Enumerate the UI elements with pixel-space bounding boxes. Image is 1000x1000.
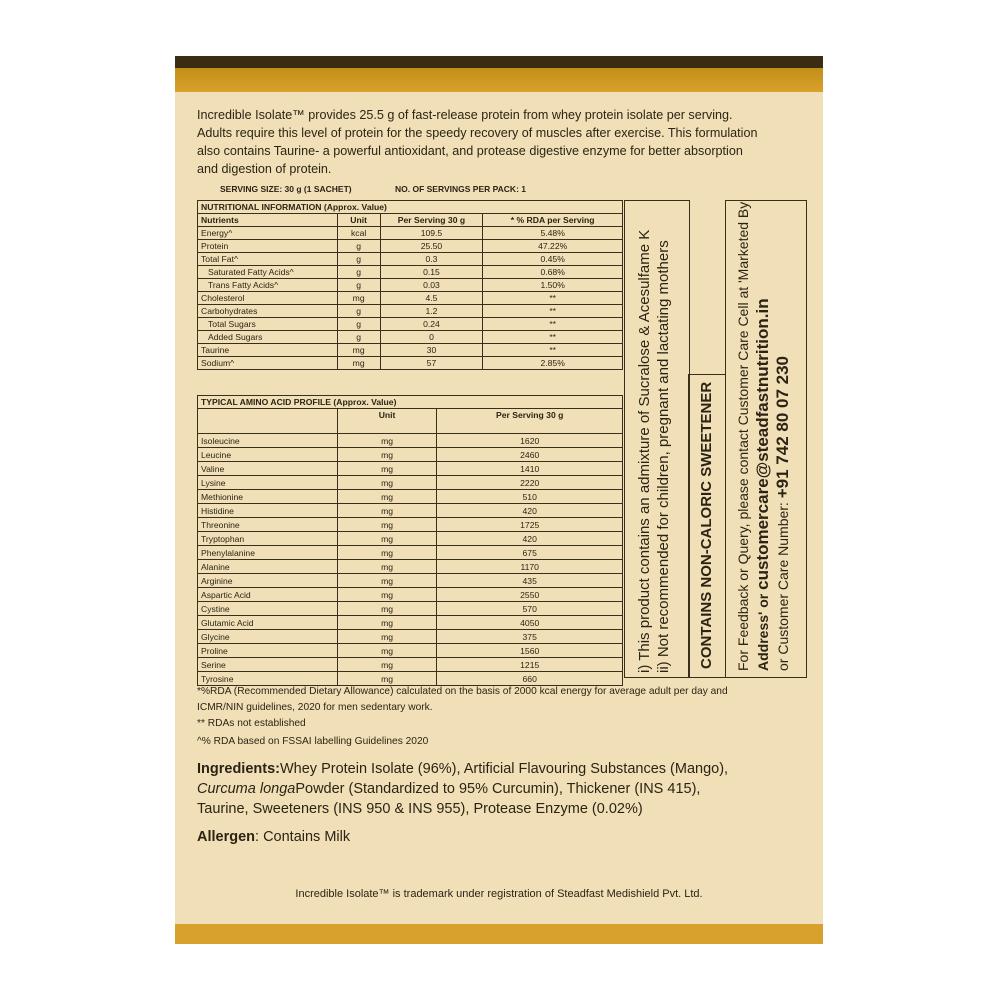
table-cell: g bbox=[337, 279, 380, 292]
table-cell: g bbox=[337, 305, 380, 318]
table-cell: 1.2 bbox=[380, 305, 483, 318]
table-cell: 0.3 bbox=[380, 253, 483, 266]
table-cell: Serine bbox=[198, 658, 338, 672]
nutrition-title: NUTRITIONAL INFORMATION (Approx. Value) bbox=[198, 201, 623, 214]
col-header: * % RDA per Serving bbox=[483, 214, 623, 227]
table-cell: 2460 bbox=[437, 448, 623, 462]
table-cell: 1725 bbox=[437, 518, 623, 532]
table-cell: 1.50% bbox=[483, 279, 623, 292]
table-cell: ** bbox=[483, 292, 623, 305]
table-row bbox=[198, 630, 623, 644]
table-cell: 0.45% bbox=[483, 253, 623, 266]
table-cell: 375 bbox=[437, 630, 623, 644]
col-header: Unit bbox=[337, 214, 380, 227]
table-cell: Arginine bbox=[198, 574, 338, 588]
table-cell: 47.22% bbox=[483, 240, 623, 253]
sweetener-box bbox=[688, 374, 726, 678]
table-cell: 109.5 bbox=[380, 227, 483, 240]
table-cell: Sodium^ bbox=[198, 357, 338, 370]
contact-line bbox=[753, 207, 773, 671]
nutrition-table bbox=[197, 200, 623, 370]
table-cell: 0.03 bbox=[380, 279, 483, 292]
table-cell: Lysine bbox=[198, 476, 338, 490]
warning-line: i) This product contains an admixture of Sucralose & Acesulfame K bbox=[636, 229, 653, 673]
table-cell: mg bbox=[337, 292, 380, 305]
table-cell: mg bbox=[337, 644, 437, 658]
table-cell: 1620 bbox=[437, 434, 623, 448]
table-row bbox=[198, 546, 623, 560]
contact-box bbox=[725, 200, 807, 678]
table-cell: ** bbox=[483, 318, 623, 331]
table-cell: g bbox=[337, 318, 380, 331]
table-cell: mg bbox=[337, 476, 437, 490]
table-row bbox=[198, 279, 623, 292]
table-cell: Leucine bbox=[198, 448, 338, 462]
table-cell: mg bbox=[337, 616, 437, 630]
table-cell: Phenylalanine bbox=[198, 546, 338, 560]
table-cell: mg bbox=[337, 490, 437, 504]
table-cell: Proline bbox=[198, 644, 338, 658]
table-cell: 30 bbox=[380, 344, 483, 357]
table-row bbox=[198, 658, 623, 672]
table-cell: 2220 bbox=[437, 476, 623, 490]
table-cell: 510 bbox=[437, 490, 623, 504]
contact-line bbox=[773, 207, 793, 671]
table-cell: Tyrosine bbox=[198, 672, 338, 686]
allergen bbox=[197, 829, 350, 845]
table-cell: 1170 bbox=[437, 560, 623, 574]
table-cell: Cystine bbox=[198, 602, 338, 616]
col-header: Per Serving 30 g bbox=[437, 409, 623, 434]
table-cell: Added Sugars bbox=[198, 331, 338, 344]
col-header bbox=[198, 409, 338, 434]
table-cell: Taurine bbox=[198, 344, 338, 357]
sweetener-text: CONTAINS NON-CALORIC SWEETENER bbox=[698, 381, 715, 669]
table-cell: Methionine bbox=[198, 490, 338, 504]
table-cell: Histidine bbox=[198, 504, 338, 518]
contact-address: Address' or bbox=[755, 589, 771, 671]
table-row bbox=[198, 253, 623, 266]
ingredients-text: Powder (Standardized to 95% Curcumin), Thickener (INS 415), bbox=[295, 781, 701, 797]
table-cell: mg bbox=[337, 560, 437, 574]
table-row bbox=[198, 560, 623, 574]
allergen-label: Allergen bbox=[197, 829, 256, 845]
table-cell: 0.24 bbox=[380, 318, 483, 331]
bottom-band bbox=[175, 924, 823, 944]
amino-title: TYPICAL AMINO ACID PROFILE (Approx. Value) bbox=[198, 396, 623, 409]
table-row bbox=[198, 602, 623, 616]
table-cell: 420 bbox=[437, 504, 623, 518]
table-row bbox=[198, 434, 623, 448]
nutrition-rows bbox=[198, 227, 623, 370]
table-cell: mg bbox=[337, 357, 380, 370]
table-cell: Total Fat^ bbox=[198, 253, 338, 266]
table-row bbox=[198, 266, 623, 279]
amino-table bbox=[197, 395, 623, 686]
table-cell: Protein bbox=[198, 240, 338, 253]
table-cell: mg bbox=[337, 574, 437, 588]
table-cell: ** bbox=[483, 331, 623, 344]
table-row bbox=[198, 504, 623, 518]
table-cell: mg bbox=[337, 630, 437, 644]
table-cell: g bbox=[337, 266, 380, 279]
table-cell: Glutamic Acid bbox=[198, 616, 338, 630]
table-cell: 2.85% bbox=[483, 357, 623, 370]
contact-text bbox=[734, 201, 793, 671]
table-cell: 570 bbox=[437, 602, 623, 616]
table-cell: mg bbox=[337, 588, 437, 602]
col-header: Nutrients bbox=[198, 214, 338, 227]
table-cell: ** bbox=[483, 305, 623, 318]
warning-line: ii) Not recommended for children, pregnant and lactating mothers bbox=[655, 240, 672, 673]
table-row bbox=[198, 518, 623, 532]
table-cell: Energy^ bbox=[198, 227, 338, 240]
col-header: Unit bbox=[337, 409, 437, 434]
rda-note bbox=[197, 684, 797, 716]
top-band bbox=[175, 56, 823, 92]
contact-number-label: or Customer Care Number: bbox=[775, 498, 791, 671]
table-cell: Tryptophan bbox=[198, 532, 338, 546]
ingredients-italic: Curcuma longa bbox=[197, 781, 296, 797]
table-cell: mg bbox=[337, 448, 437, 462]
rda-line: ICMR/NIN guidelines, 2020 for men sedentary work. bbox=[197, 702, 433, 713]
table-cell: 25.50 bbox=[380, 240, 483, 253]
table-cell: mg bbox=[337, 672, 437, 686]
table-row bbox=[198, 644, 623, 658]
table-cell: 0.68% bbox=[483, 266, 623, 279]
table-row bbox=[198, 574, 623, 588]
servings-per-pack: NO. OF SERVINGS PER PACK: 1 bbox=[395, 184, 526, 194]
table-row bbox=[198, 462, 623, 476]
table-cell: 4.5 bbox=[380, 292, 483, 305]
intro-line: and digestion of protein. bbox=[197, 162, 332, 176]
table-cell: 1410 bbox=[437, 462, 623, 476]
rda-not-established: ** RDAs not established bbox=[197, 718, 306, 729]
table-row bbox=[198, 490, 623, 504]
trademark-note: Incredible Isolate™ is trademark under registration of Steadfast Medishield Pvt. Ltd. bbox=[295, 888, 703, 900]
table-row bbox=[198, 227, 623, 240]
intro-line: also contains Taurine- a powerful antioxidant, and protease digestive enzyme for better absorption bbox=[197, 144, 743, 158]
table-cell: mg bbox=[337, 344, 380, 357]
table-row bbox=[198, 318, 623, 331]
table-row bbox=[198, 448, 623, 462]
table-cell: 675 bbox=[437, 546, 623, 560]
intro-line: Adults require this level of protein for the speedy recovery of muscles after exercise. This formulation bbox=[197, 126, 758, 140]
table-row bbox=[198, 344, 623, 357]
serving-size: SERVING SIZE: 30 g (1 SACHET) bbox=[220, 184, 352, 194]
intro-line: Incredible Isolate™ provides 25.5 g of fast-release protein from whey protein isolate per serving. bbox=[197, 108, 733, 122]
table-cell: 5.48% bbox=[483, 227, 623, 240]
intro-text bbox=[197, 106, 807, 178]
table-cell: mg bbox=[337, 658, 437, 672]
table-cell: 1560 bbox=[437, 644, 623, 658]
warning-box bbox=[624, 200, 690, 678]
table-row bbox=[198, 532, 623, 546]
contact-line: For Feedback or Query, please contact Customer Care Cell at 'Marketed By bbox=[735, 201, 751, 671]
ingredients-label: Ingredients: bbox=[197, 761, 280, 777]
table-cell: Aspartic Acid bbox=[198, 588, 338, 602]
col-header: Per Serving 30 g bbox=[380, 214, 483, 227]
table-row bbox=[198, 476, 623, 490]
fssai-note: ^% RDA based on FSSAI labelling Guidelines 2020 bbox=[197, 736, 429, 747]
table-cell: mg bbox=[337, 602, 437, 616]
table-cell: Saturated Fatty Acids^ bbox=[198, 266, 338, 279]
table-cell: Valine bbox=[198, 462, 338, 476]
table-cell: ** bbox=[483, 344, 623, 357]
table-cell: 1215 bbox=[437, 658, 623, 672]
table-cell: Cholesterol bbox=[198, 292, 338, 305]
table-row bbox=[198, 331, 623, 344]
table-cell: 0 bbox=[380, 331, 483, 344]
table-cell: Alanine bbox=[198, 560, 338, 574]
table-cell: mg bbox=[337, 518, 437, 532]
table-cell: g bbox=[337, 240, 380, 253]
table-row bbox=[198, 240, 623, 253]
table-cell: 420 bbox=[437, 532, 623, 546]
table-row bbox=[198, 305, 623, 318]
table-cell: Isoleucine bbox=[198, 434, 338, 448]
table-cell: Trans Fatty Acids^ bbox=[198, 279, 338, 292]
table-row bbox=[198, 616, 623, 630]
table-cell: mg bbox=[337, 462, 437, 476]
table-cell: 0.15 bbox=[380, 266, 483, 279]
rda-line: *%RDA (Recommended Dietary Allowance) calculated on the basis of 2000 kcal energy for average adult per day and bbox=[197, 686, 728, 697]
table-cell: mg bbox=[337, 504, 437, 518]
table-row bbox=[198, 357, 623, 370]
table-row bbox=[198, 292, 623, 305]
phone-number[interactable]: +91 742 80 07 230 bbox=[773, 356, 792, 499]
email-address[interactable]: customercare@steadfastnutrition.in bbox=[753, 298, 772, 590]
table-cell: Total Sugars bbox=[198, 318, 338, 331]
warning-text bbox=[635, 205, 673, 673]
table-cell: g bbox=[337, 253, 380, 266]
table-cell: mg bbox=[337, 546, 437, 560]
label-panel bbox=[175, 56, 823, 944]
table-cell: 57 bbox=[380, 357, 483, 370]
table-cell: mg bbox=[337, 434, 437, 448]
table-cell: 2550 bbox=[437, 588, 623, 602]
ingredients bbox=[197, 759, 807, 819]
table-cell: 435 bbox=[437, 574, 623, 588]
table-cell: 660 bbox=[437, 672, 623, 686]
allergen-text: : Contains Milk bbox=[255, 829, 351, 845]
table-cell: Glycine bbox=[198, 630, 338, 644]
table-cell: 4050 bbox=[437, 616, 623, 630]
table-row bbox=[198, 588, 623, 602]
ingredients-text: Whey Protein Isolate (96%), Artificial Flavouring Substances (Mango), bbox=[279, 761, 729, 777]
table-cell: mg bbox=[337, 532, 437, 546]
table-cell: Threonine bbox=[198, 518, 338, 532]
amino-rows bbox=[198, 434, 623, 686]
table-cell: kcal bbox=[337, 227, 380, 240]
table-cell: g bbox=[337, 331, 380, 344]
ingredients-text: Taurine, Sweeteners (INS 950 & INS 955), Protease Enzyme (0.02%) bbox=[197, 801, 643, 817]
table-cell: Carbohydrates bbox=[198, 305, 338, 318]
